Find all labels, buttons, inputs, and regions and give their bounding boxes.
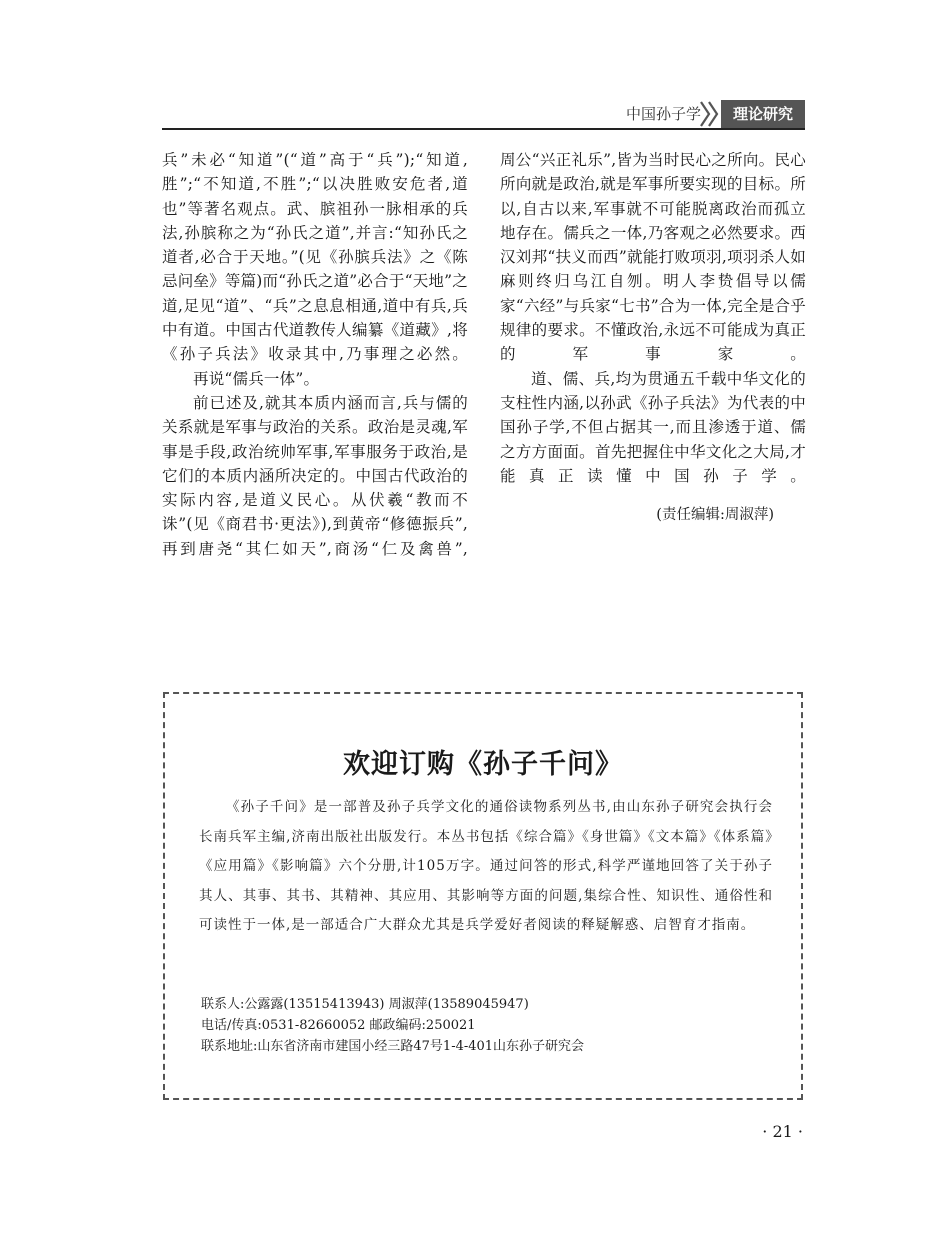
- running-header: [162, 100, 805, 130]
- ad-title: 欢迎订购《孙子千问》: [343, 749, 623, 780]
- paragraph: 再说“儒兵一体”。: [193, 369, 320, 388]
- left-column: [162, 148, 468, 561]
- paragraph: 周公“兴正礼乐”,皆为当时民心之所向。民心所向就是政治,就是军事所要实现的目标。所以,自古以来,军事就不可能脱离政治而孤立地存在。儒兵之一体,乃客观之必然要求。西汉刘邦“扶义而西”就能打败项羽,项羽杀人如麻则终归乌江自刎。明人李贽倡导以儒家“六经”与兵家“七书”合为一体,完全是合乎规律的要求。不懂政治,永远不可能成为真正的军事家。: [500, 151, 806, 364]
- contact-people: 联系人:公露露(13515413943) 周淑萍(13589045947): [201, 997, 529, 1012]
- contact-phone-post: 电话/传真:0531-82660052 邮政编码:250021: [201, 1018, 476, 1033]
- paragraph: 前已述及,就其本质内涵而言,兵与儒的关系就是军事与政治的关系。政治是灵魂,军事是手段,政治统帅军事,军事服务于政治,是它们的本质内涵所决定的。中国古代政治的实际内容,是道义民心。从伏羲“教而不诛”(见《商君书·更法》),到黄帝“修德振兵”,再到唐尧“其仁如天”,商汤“仁及禽兽”,: [162, 393, 468, 558]
- right-column: [500, 148, 806, 524]
- advertisement-box: [163, 692, 803, 1100]
- section-label: 理论研究: [721, 100, 805, 128]
- contact-info: [201, 994, 584, 1057]
- header-rule: [162, 128, 805, 130]
- page-number: · 21 ·: [762, 1122, 803, 1141]
- editor-note: (责任编辑:周淑萍): [656, 507, 774, 524]
- chevron-right-icon: [699, 100, 721, 128]
- ad-description: 《孙子千问》是一部普及孙子兵学文化的通俗读物系列丛书,由山东孙子研究会执行会长南兵军主编,济南出版社出版发行。本丛书包括《综合篇》《身世篇》《文本篇》《体系篇》《应用篇》《影响篇》六个分册,计105万字。通过问答的形式,科学严谨地回答了关于孙子其人、其事、其书、其精神、其应用、其影响等方面的问题,集综合性、知识性、通俗性和可读性于一体,是一部适合广大群众尤其是兵学爱好者阅读的释疑解惑、启智育才指南。: [199, 799, 773, 933]
- journal-name: 中国孙子学: [625, 105, 701, 123]
- contact-address: 联系地址:山东省济南市建国小经三路47号1-4-401山东孙子研究会: [201, 1039, 585, 1054]
- paragraph: 兵”未必“知道”(“道”高于“兵”);“知道,胜”;“不知道,不胜”;“以决胜败安危者,道也”等著名观点。武、膑祖孙一脉相承的兵法,孙膑称之为“孙氏之道”,并言:“知孙氏之道者,必合于天地。”(见《孙膑兵法》之《陈忌问垒》等篇)而“孙氏之道”必合于“天地”之道,足见“道”、“兵”之息息相通,道中有兵,兵中有道。中国古代道教传人编纂《道藏》,将《孙子兵法》收录其中,乃事理之必然。: [162, 151, 468, 364]
- ad-body: [199, 793, 773, 941]
- paragraph: 道、儒、兵,均为贯通五千载中华文化的支柱性内涵,以孙武《孙子兵法》为代表的中国孙子学,不但占据其一,而且渗透于道、儒之方方面面。首先把握住中华文化之大局,才能真正读懂中国孙子学。: [500, 369, 806, 485]
